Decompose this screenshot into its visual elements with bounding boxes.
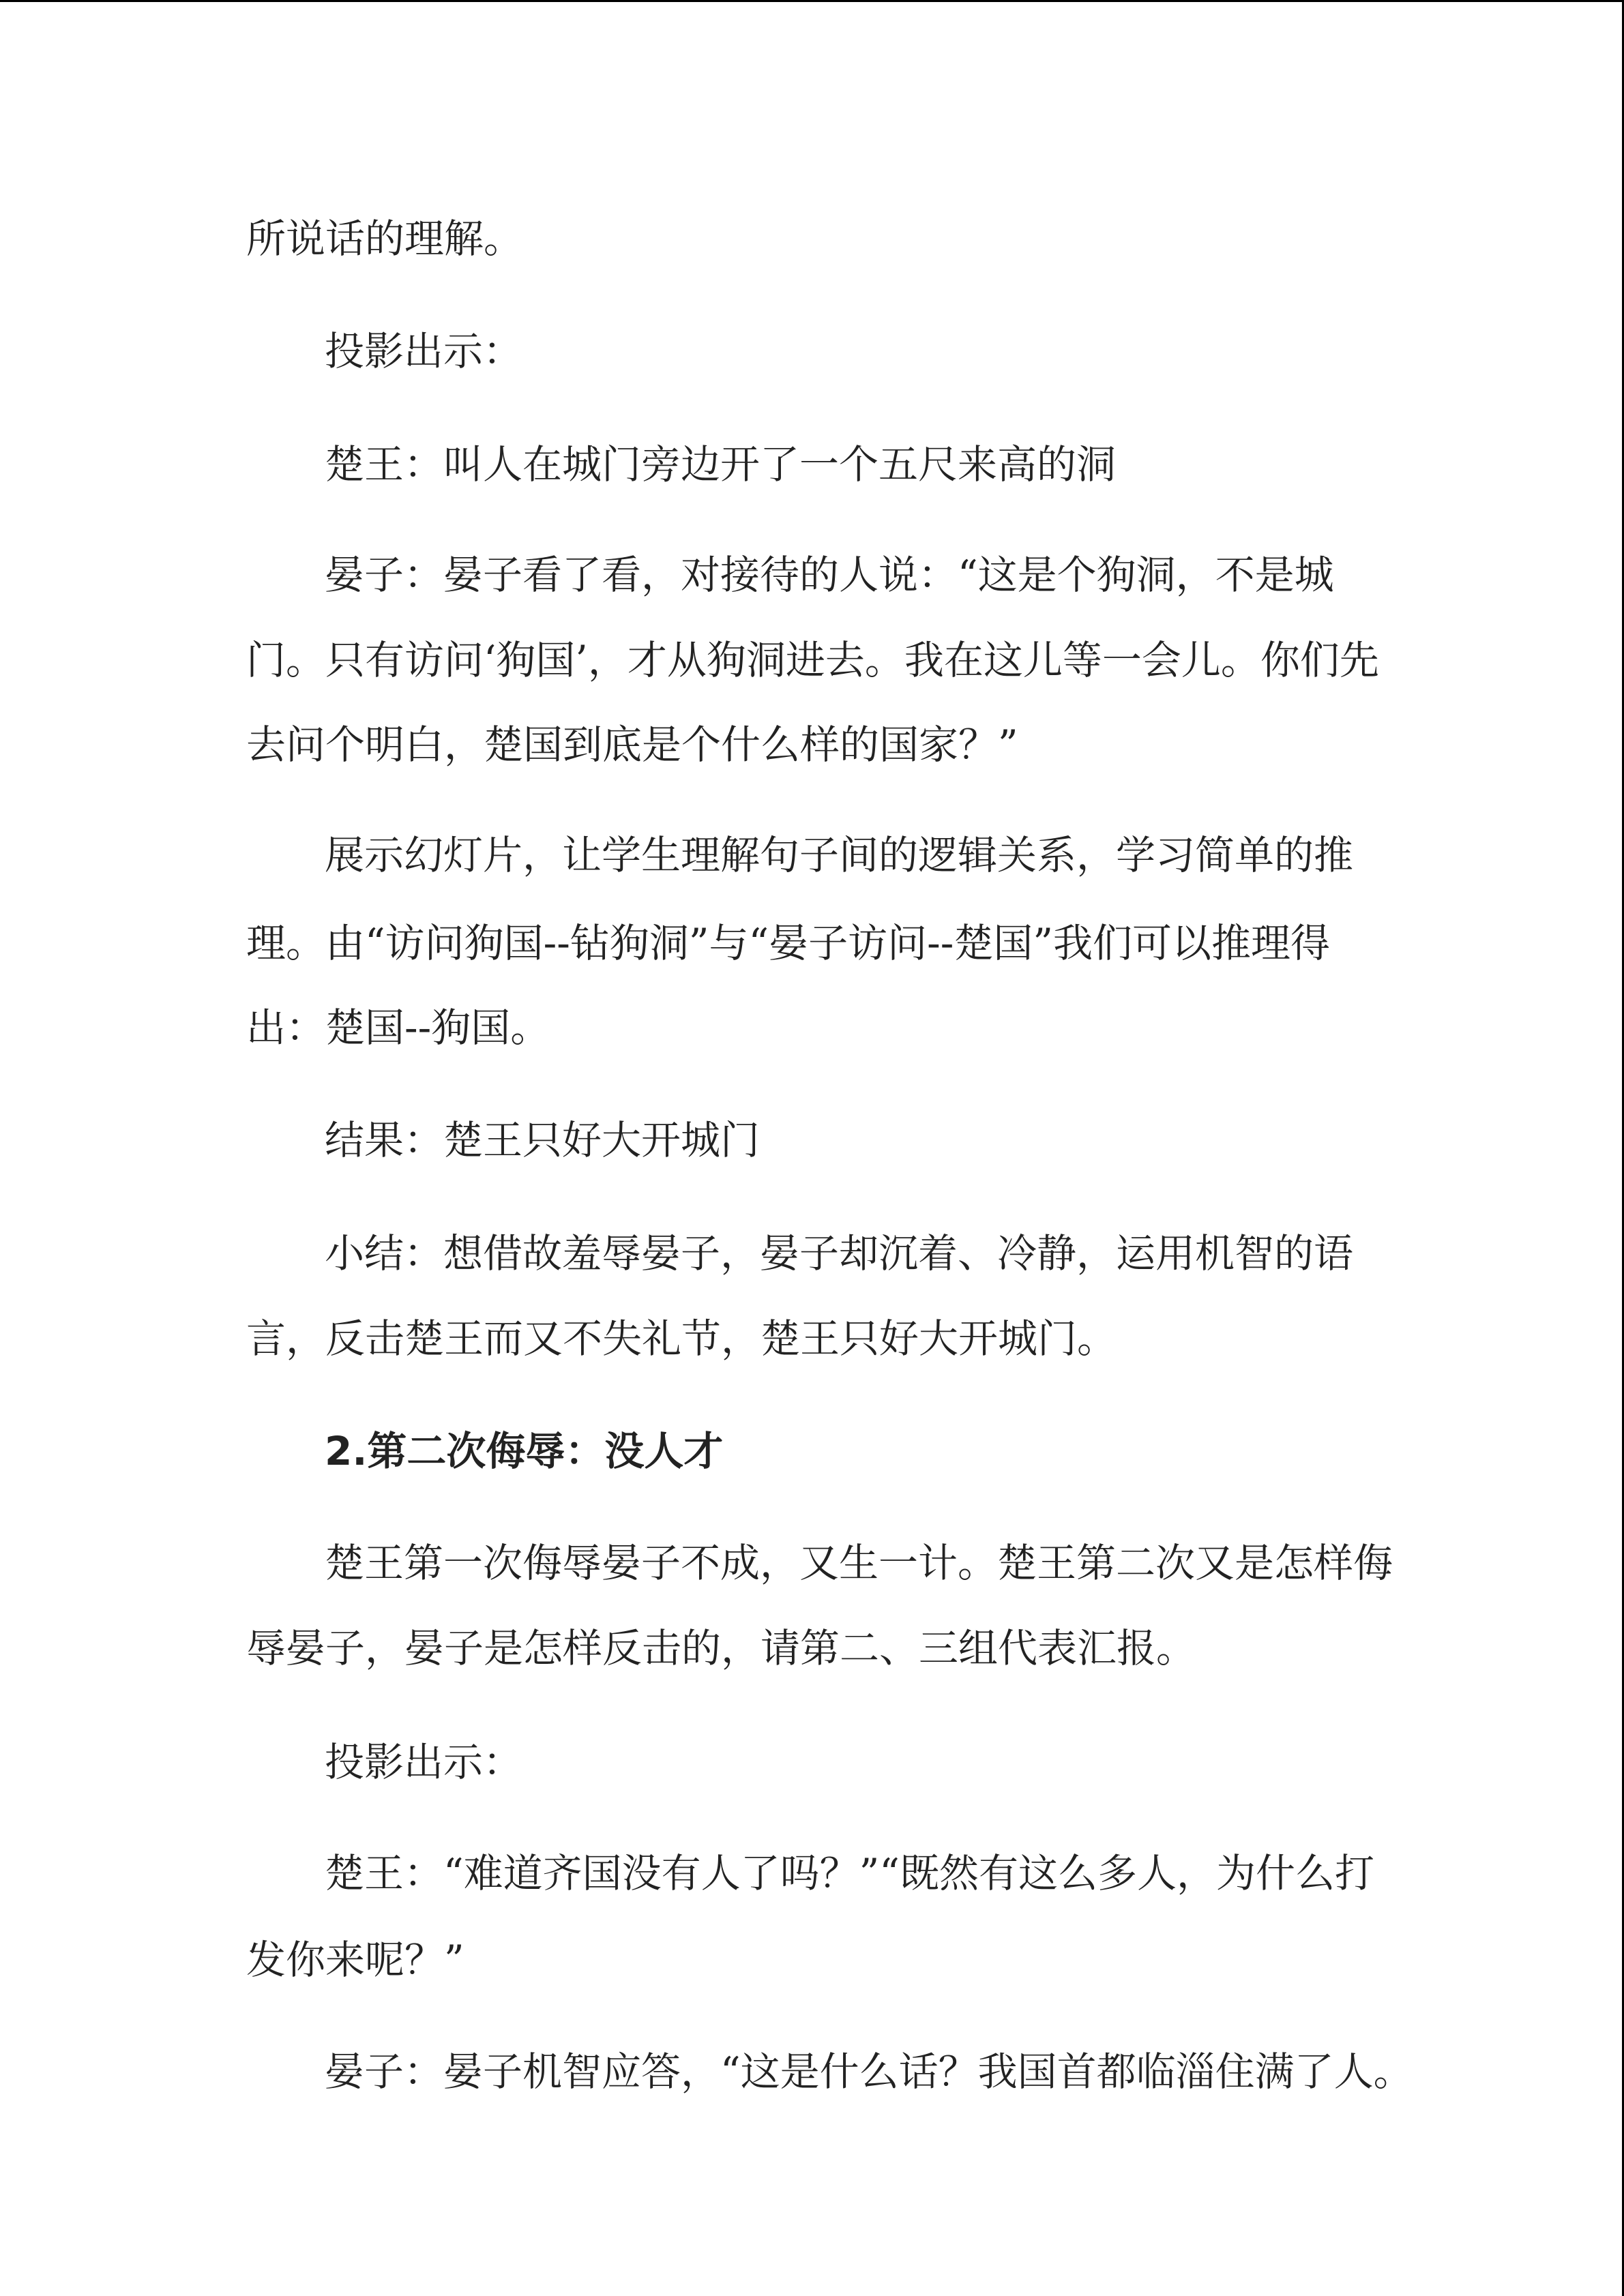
- section-heading: 2.第二次侮辱：没人才: [325, 1428, 724, 1474]
- text-line: 楚王第一次侮辱晏子不成，又生一计。楚王第二次又是怎样侮: [325, 1540, 1393, 1586]
- text-line: 投影出示：: [325, 328, 523, 374]
- text-line: 言，反击楚王而又不失礼节，楚王只好大开城门。: [246, 1315, 1117, 1362]
- text-line: 结果：楚王只好大开城门: [325, 1117, 761, 1163]
- text-line: 去问个明白，楚国到底是个什么样的国家？”: [246, 721, 1018, 768]
- text-line: 门。只有访问‘狗国’，才从狗洞进去。我在这儿等一会儿。你们先: [246, 637, 1379, 683]
- text-line: 理。由“访问狗国--钻狗洞”与“晏子访问--楚国”我们可以推理得: [246, 920, 1330, 966]
- text-line: 楚王：“难道齐国没有人了吗？”“既然有这么多人，为什么打: [325, 1850, 1374, 1896]
- text-line: 小结：想借故羞辱晏子，晏子却沉着、冷静，运用机智的语: [325, 1230, 1354, 1277]
- text-line: 展示幻灯片，让学生理解句子间的逻辑关系，学习简单的推: [325, 832, 1354, 878]
- text-line: 晏子：晏子看了看，对接待的人说：“这是个狗洞，不是城: [325, 552, 1334, 598]
- text-line: 辱晏子，晏子是怎样反击的，请第二、三组代表汇报。: [246, 1625, 1196, 1671]
- text-line: 投影出示：: [325, 1739, 523, 1785]
- text-line: 楚王：叫人在城门旁边开了一个五尺来高的洞: [325, 441, 1117, 488]
- text-line: 所说话的理解。: [246, 215, 524, 262]
- text-line: 发你来呢？”: [246, 1937, 464, 1983]
- text-line: 出：楚国--狗国。: [246, 1004, 550, 1051]
- text-line: 晏子：晏子机智应答，“这是什么话？我国首都临淄住满了人。: [325, 2048, 1413, 2095]
